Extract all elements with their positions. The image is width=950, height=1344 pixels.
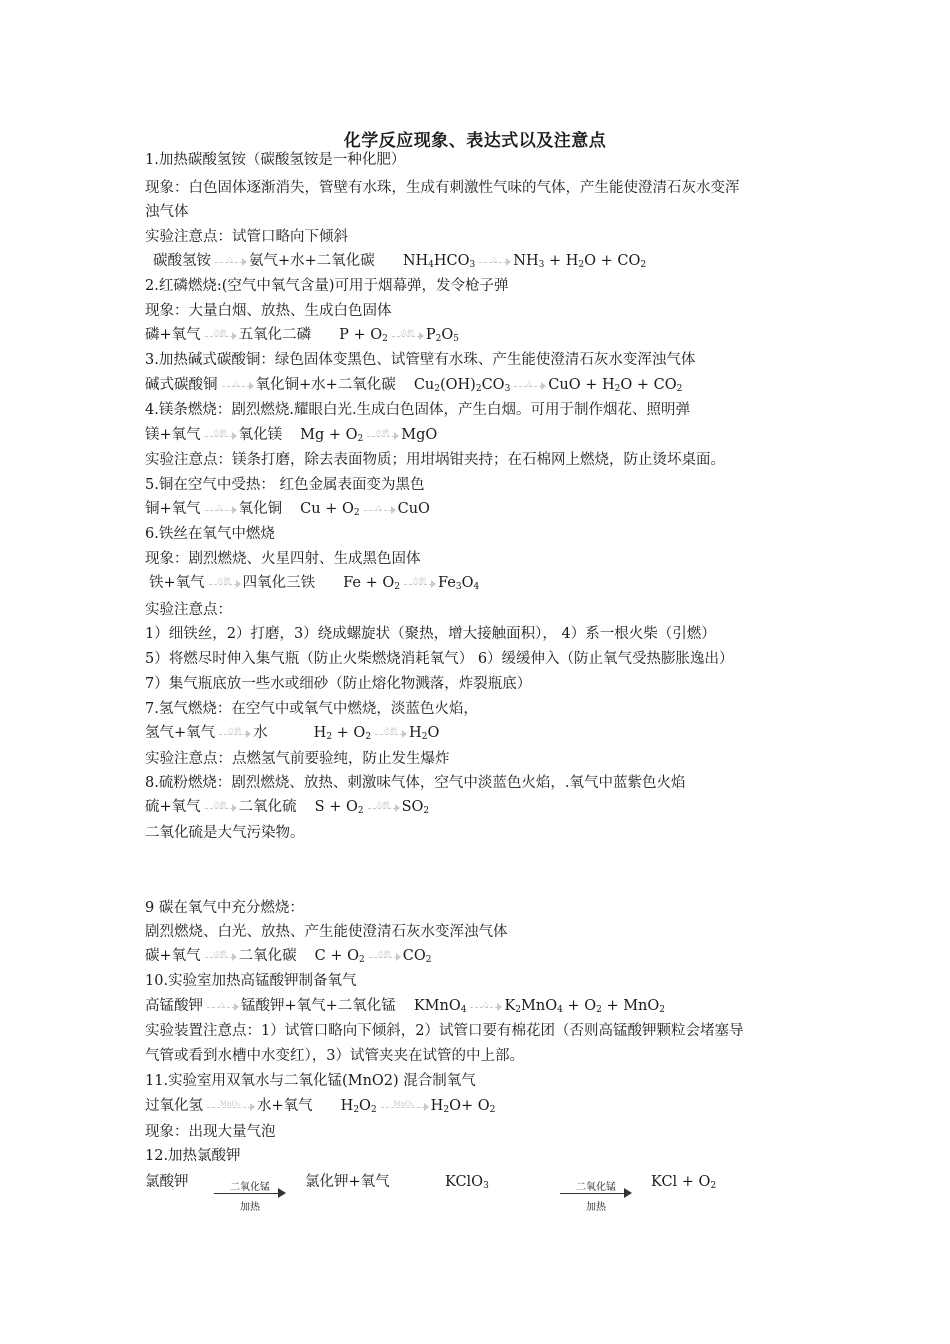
s9-word-left: 碳+氧气 <box>145 948 201 964</box>
s6-note-1: 1）细铁丝，2）打磨，3）绕成螺旋状（聚热，增大接触面积）， 4）系一根火柴（引燃） <box>145 626 716 642</box>
s6-word-left: 铁+氧气 <box>149 575 205 591</box>
reaction-arrow-icon: MnO₂ <box>379 1100 429 1112</box>
s3-word-left: 碱式碳酸铜 <box>145 377 218 393</box>
reaction-arrow-icon: 点燃 <box>217 727 251 739</box>
s10-note-2: 气管或看到水槽中水变红），3）试管夹夹在试管的中上部。 <box>145 1048 524 1064</box>
s8-heading: 8.硫粉燃烧：剧烈燃烧、放热、刺激味气体，空气中淡蓝色火焰，.氧气中蓝紫色火焰 <box>145 775 686 791</box>
s1-heading: 1.加热碳酸氢铵（碳酸氢铵是一种化肥） <box>145 152 406 168</box>
reaction-arrow-icon: MnO₂ <box>205 1100 255 1112</box>
s1-note: 实验注意点：试管口略向下倾斜 <box>145 229 348 245</box>
arrow-bottom-label: 加热 <box>586 1202 606 1213</box>
s7-formula-right: $H_2O$ <box>409 725 440 742</box>
reaction-arrow-icon: △ <box>362 503 396 515</box>
s6-phenomenon: 现象：剧烈燃烧、火星四射、生成黑色固体 <box>145 551 421 567</box>
s1-phenomenon-2: 浊气体 <box>145 204 189 220</box>
s5-equation <box>145 499 430 523</box>
reaction-arrow-icon: △ <box>220 379 254 391</box>
s1-equation <box>153 251 646 275</box>
s6-formula-left: $Fe + O_2$ <box>343 575 400 592</box>
s2-word-right: 五氧化二磷 <box>238 327 312 343</box>
s7-equation <box>145 723 439 747</box>
s9-phenomenon: 剧烈燃烧、白光、放热、产生能使澄清石灰水变浑浊气体 <box>145 924 508 940</box>
s12-heading: 12.加热氯酸钾 <box>145 1148 241 1164</box>
s4-word-left: 镁+氧气 <box>145 427 201 443</box>
s8-equation <box>145 797 429 821</box>
s9-formula-left: $C + O_2$ <box>314 948 365 965</box>
catalyst-arrow-icon <box>212 1178 288 1212</box>
page-title: 化学反应现象、表达式以及注意点 <box>343 131 607 151</box>
s8-word-left: 硫+氧气 <box>145 799 201 815</box>
reaction-arrow-icon: △ <box>203 503 237 515</box>
reaction-arrow-icon: 点燃 <box>203 429 237 441</box>
s4-note: 实验注意点：镁条打磨，除去表面物质；用坩埚钳夹持；在石棉网上燃烧，防止烫坏桌面。 <box>145 452 725 468</box>
s2-formula-right: $P_2O_5$ <box>425 327 460 344</box>
s4-equation <box>145 425 437 449</box>
reaction-arrow-icon: 点燃 <box>203 950 237 962</box>
reaction-arrow-icon: 点燃 <box>402 577 436 589</box>
s6-note-3: 7）集气瓶底放一些水或细砂（防止熔化物溅落，炸裂瓶底） <box>145 676 532 692</box>
s11-phenomenon: 现象：出现大量气泡 <box>145 1124 276 1140</box>
s7-formula-left: $H_2 + O_2$ <box>313 725 372 742</box>
s3-formula-right: CuO + $H_2O + CO_2$ <box>548 377 683 394</box>
catalyst-arrow-icon <box>558 1178 634 1212</box>
s3-heading: 3.加热碱式碳酸铜：绿色固体变黑色、试管壁有水珠、产生能使澄清石灰水变浑浊气体 <box>145 352 696 368</box>
s2-word-left: 磷+氧气 <box>145 327 201 343</box>
s1-phenomenon-1: 现象：白色固体逐渐消失，管壁有水珠，生成有刺激性气味的气体，产生能使澄清石灰水变浑 <box>145 180 740 196</box>
s12-word-right: 氯化钾+氧气 <box>305 1174 390 1190</box>
s5-formula-left: $Cu + O_2$ <box>300 501 360 518</box>
s7-heading: 7.氢气燃烧：在空气中或氧气中燃烧，淡蓝色火焰， <box>145 701 478 717</box>
s9-formula-right: $CO_2$ <box>402 948 432 965</box>
s2-formula-left: $P + O_2$ <box>339 327 388 344</box>
s10-formula-left: KMnO$_4$ <box>413 998 467 1015</box>
s11-formula-right: $H_2O+ O_2$ <box>430 1098 496 1115</box>
s6-formula-right: $Fe_3O_4$ <box>438 575 480 592</box>
s5-formula-right: CuO <box>397 501 430 517</box>
s8-word-right: 二氧化硫 <box>238 799 297 815</box>
s9-equation <box>145 946 431 970</box>
reaction-arrow-icon: 点燃 <box>366 801 400 813</box>
s11-word-left: 过氧化氢 <box>145 1098 203 1114</box>
s11-formula-left: $H_2O_2$ <box>340 1098 377 1115</box>
s9-word-right: 二氧化碳 <box>238 948 297 964</box>
reaction-arrow-icon: △ <box>205 1000 239 1012</box>
s8-formula-left: $S + O_2$ <box>314 799 364 816</box>
s5-heading: 5.铜在空气中受热： 红色金属表面变为黑色 <box>145 477 425 493</box>
s4-formula-right: MgO <box>401 427 438 443</box>
reaction-arrow-icon: △ <box>213 255 247 267</box>
arrow-bottom-label: 加热 <box>240 1202 260 1213</box>
reaction-arrow-icon: △ <box>512 379 546 391</box>
s8-note: 二氧化硫是大气污染物。 <box>145 825 305 841</box>
arrow-top-label: 二氧化锰 <box>576 1182 616 1193</box>
s1-formula-right: $NH_3 + H_2O + CO_2$ <box>513 253 647 270</box>
s10-equation <box>145 996 665 1020</box>
s8-formula-right: $SO_2$ <box>401 799 430 816</box>
reaction-arrow-icon: 点燃 <box>390 329 424 341</box>
s3-formula-left: $Cu_2(OH)_2CO_3$ <box>413 377 511 394</box>
s11-word-right: 水+氧气 <box>257 1098 313 1114</box>
s2-phenomenon: 现象：大量白烟、放热、生成白色固体 <box>145 303 392 319</box>
reaction-arrow-icon: 点燃 <box>365 429 399 441</box>
arrow-top-label: 二氧化锰 <box>230 1182 270 1193</box>
s11-heading: 11.实验室用双氧水与二氧化锰(MnO2) 混合制氧气 <box>145 1073 476 1089</box>
s10-word-left: 高锰酸钾 <box>145 998 203 1014</box>
reaction-arrow-icon: 点燃 <box>203 801 237 813</box>
s5-word-left: 铜+氧气 <box>145 501 201 517</box>
s1-word-left: 碳酸氢铵 <box>153 253 211 269</box>
s7-word-right: 水 <box>253 725 268 741</box>
s9-heading: 9 碳在氧气中充分燃烧： <box>145 900 304 916</box>
reaction-arrow-icon: 点燃 <box>203 329 237 341</box>
s6-equation <box>149 573 479 597</box>
s12-formula-left: KClO$_3$ <box>445 1174 489 1191</box>
reaction-arrow-icon: 点燃 <box>207 577 241 589</box>
s10-formula-right: $K_2MnO_4 + O_2 + MnO_2$ <box>504 998 666 1015</box>
s6-note-heading: 实验注意点： <box>145 602 232 618</box>
s4-word-right: 氧化镁 <box>238 427 283 443</box>
reaction-arrow-icon: △ <box>477 255 511 267</box>
s1-word-right: 氨气+水+二氧化碳 <box>249 253 375 269</box>
reaction-arrow-icon: △ <box>468 1000 502 1012</box>
s4-heading: 4.镁条燃烧：剧烈燃烧.耀眼白光.生成白色固体，产生白烟。可用于制作烟花、照明弹 <box>145 402 691 418</box>
s10-heading: 10.实验室加热高锰酸钾制备氧气 <box>145 973 357 989</box>
s1-formula-left: $NH_4HCO_3$ <box>402 253 476 270</box>
s6-note-2: 5）将燃尽时伸入集气瓶（防止火柴燃烧消耗氧气） 6）缓缓伸入（防止氧气受热膨胀逸出） <box>145 651 734 667</box>
s2-heading: 2.红磷燃烧:(空气中氧气含量)可用于烟幕弹，发令枪子弹 <box>145 278 509 294</box>
s6-heading: 6.铁丝在氧气中燃烧 <box>145 526 275 542</box>
s5-word-right: 氧化铜 <box>238 501 283 517</box>
reaction-arrow-icon: 点燃 <box>373 727 407 739</box>
reaction-arrow-icon: 点燃 <box>367 950 401 962</box>
s10-note-1: 实验装置注意点：1）试管口略向下倾斜，2）试管口要有棉花团（否则高锰酸钾颗粒会堵塞导 <box>145 1023 744 1039</box>
s7-word-left: 氢气+氧气 <box>145 725 216 741</box>
s12-word-left: 氯酸钾 <box>145 1174 189 1190</box>
s2-equation <box>145 325 459 349</box>
s4-formula-left: $Mg + O_2$ <box>300 427 364 444</box>
s6-word-right: 四氧化三铁 <box>242 575 316 591</box>
s12-formula-right: KCl + $O_2$ <box>651 1174 717 1191</box>
s7-note: 实验注意点：点燃氢气前要验纯，防止发生爆炸 <box>145 751 450 767</box>
s3-word-right: 氧化铜+水+二氧化碳 <box>255 377 396 393</box>
s11-equation <box>145 1096 495 1120</box>
s3-equation <box>145 375 682 399</box>
s10-word-right: 锰酸钾+氧气+二氧化锰 <box>241 998 396 1014</box>
